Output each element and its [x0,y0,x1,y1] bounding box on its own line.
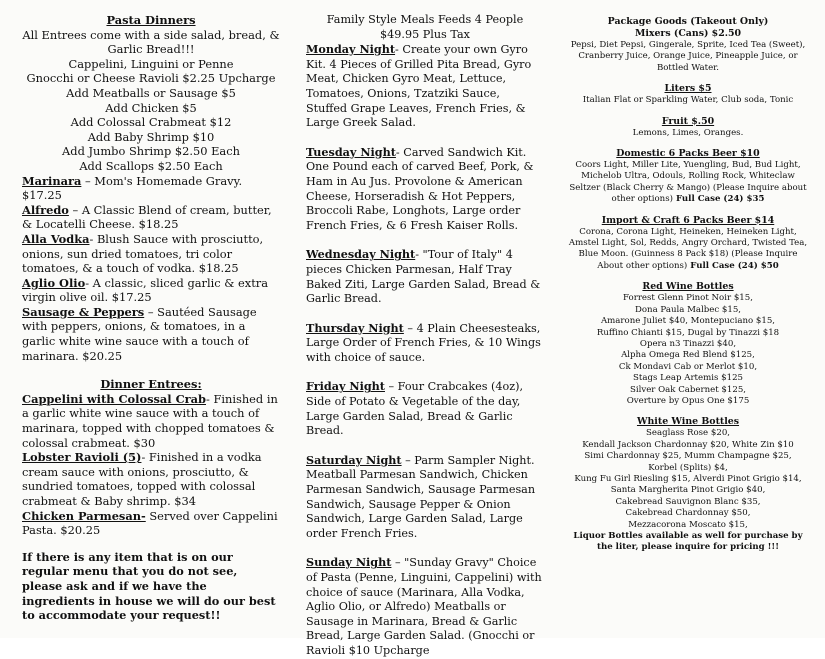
sauce-desc: - Blush Sauce with prosciutto, onions, sun dried tomatoes, tri color tomatoes, & a touch of vodka. $18.25 [22,231,264,276]
domestic-beer-list: Coors Light, Miller Lite, Yuengling, Bud, Bud Light, Michelob Ultra, Odouls, Rolling Rock, Whiteclaw Seltzer (Black Cherry & Mango) (Please Inquire about other options) [569,160,807,205]
night-name: Monday Night [306,42,396,57]
night-desc: – "Sunday Gravy" Choice of Pasta (Penne, Linguini, Cappelini) with choice of sauce (Marinara, Alla Vodka, Aglio Olio, or Alfredo) Meatballs or Sausage in Marinara, Bread & Garlic Bread, Large Garden Salad. (Gnocchi or Ravioli $10 Upcharge [306,556,542,657]
night-item [306,42,544,131]
import-full-case: Full Case (24) $50 [687,260,779,271]
red-wine-item: Dona Paula Malbec $15, [634,304,742,315]
white-wine-item: Kung Fu Girl Riesling $15, Alverdi Pinot Grigio $14, [574,473,802,484]
dinner-entrees-header: Dinner Entrees: [100,377,202,392]
liquor-note: Liquor Bottles available as well for purchase by the liter, please inquire for pricing !!! [573,531,803,553]
package-goods-column [568,16,808,554]
pasta-intro-line: Add Colossal Crabmeat $12 [70,115,232,130]
entree-desc: - Finished in a garlic white wine sauce with a touch of marinara, topped with chopped tomatoes & colossal crabmeat. $30 [22,391,278,450]
night-desc: – 4 Plain Cheesesteaks, Large Order of French Fries, & 10 Wings with choice of sauce. [306,321,541,364]
mixers-text: Pepsi, Diet Pepsi, Gingerale, Sprite, Iced Tea (Sweet), Cranberry Juice, Orange Juice, Pineapple Juice, or Bottled Water. [570,40,806,73]
night-item [306,555,544,658]
white-wine-item: Seaglass Rose $20, [645,428,731,439]
night-name: Sunday Night [306,555,392,570]
liters-text: Italian Flat or Sparkling Water, Club soda, Tonic [582,95,794,106]
night-item [306,145,544,234]
sauce-name: Marinara [22,173,82,188]
pasta-dinners-header: Pasta Dinners [106,13,196,27]
sauce-item [22,232,280,276]
import-beer-header: Import & Craft 6 Packs Beer $14 [601,214,775,226]
domestic-full-case: Full Case (24) $35 [672,194,765,205]
night-name: Tuesday Night [306,144,396,159]
white-wine-list [568,428,808,531]
sauce-desc: – Mom's Homemade Gravy. $17.25 [22,173,243,203]
sauce-item [22,203,280,232]
domestic-beer-header: Domestic 6 Packs Beer $10 [616,148,760,160]
night-desc: - "Tour of Italy" 4 pieces Chicken Parmesan, Half Tray Baked Ziti, Large Garden Salad, Bread & Garlic Bread. [306,248,541,306]
night-item [306,453,544,542]
closing-note: If there is any item that is on our regular menu that you do not see, please ask and if we have the ingredients in house we will do our best to accommodate your request!! [22,549,276,623]
night-name: Friday Night [306,379,385,394]
white-wine-item: Santa Margherita Pinot Grigio $40, [610,485,766,496]
pasta-column [22,13,280,623]
white-wine-item: Simi Chardonnay $25, Mumm Champagne $25, [584,451,792,462]
night-item [306,247,544,306]
entree-name: Chicken Parmesan- [22,508,146,523]
night-desc: – Parm Sampler Night. Meatball Parmesan Sandwich, Chicken Parmesan Sandwich, Sausage Parmesan Sandwich, Sausage Pepper & Onion Sandwich, Large Garden Salad, Large order French Fries. [306,453,536,540]
white-wine-item: Korbel (Splits) $4, [648,462,728,473]
red-wine-item: Alpha Omega Red Blend $125, [621,350,755,361]
pasta-intro-line: Gnocchi or Cheese Ravioli $2.25 Upcharge [26,71,276,86]
night-name: Saturday Night [306,452,402,467]
pasta-intro-line: Add Scallops $2.50 Each [79,158,223,173]
liters-header: Liters $5 [664,83,712,95]
white-wine-item: Cakebread Chardonnay $50, [625,508,751,519]
package-goods-header: Package Goods (Takeout Only) [607,16,769,27]
red-wine-item: Overture by Opus One $175 [626,395,750,406]
red-wine-item: Amarone Juliet $40, Montepuciano $15, [600,316,776,327]
red-wine-item: Opera n3 Tinazzi $40, [639,338,737,349]
night-item [306,379,544,438]
entree-name: Cappelini with Colossal Crab [22,391,206,406]
entree-list [22,392,280,538]
domestic-beer-text [568,160,808,206]
red-wine-item: Silver Oak Cabernet $125, [629,384,747,395]
sauce-name: Alla Vodka [22,231,90,246]
pasta-intro-line: Garlic Bread!!! [107,42,195,57]
sauce-desc: - A classic, sliced garlic & extra virgin olive oil. $17.25 [22,275,269,305]
red-wine-item: Ck Mondavi Cab or Merlot $10, [618,361,758,372]
pasta-intro-line: Add Meatballs or Sausage $5 [66,85,236,100]
fruit-text: Lemons, Limes, Oranges. [632,127,744,138]
entree-name: Lobster Ravioli (5) [22,450,142,465]
pasta-intro-line: Add Jumbo Shrimp $2.50 Each [62,144,240,159]
sauce-item [22,305,280,363]
pasta-intro-line: Add Baby Shrimp $10 [87,129,215,144]
red-wine-item: Ruffino Chianti $15, Dugal by Tinazzi $18 [596,327,780,338]
family-meals-title: Family Style Meals Feeds 4 People [326,13,524,26]
pasta-intro-line: All Entrees come with a side salad, bread, & [22,27,280,42]
pasta-intro [22,28,280,174]
fruit-header: Fruit $.50 [661,115,715,127]
import-beer-text [568,227,808,273]
sauce-list [22,174,280,364]
sauce-desc: – A Classic Blend of cream, butter, & Locatelli Cheese. $18.25 [22,202,272,232]
night-name: Wednesday Night [306,247,416,262]
red-wine-header: Red Wine Bottles [642,281,734,293]
red-wine-item: Forrest Glenn Pinot Noir $15, [623,293,753,304]
sauce-name: Aglio Olio [22,275,86,290]
entree-desc: - Finished in a vodka cream sauce with onions, prosciutto, & sundried tomatoes, topped with colossal crabmeat & Baby shrimp. $34 [22,450,262,508]
pasta-intro-line: Cappelini, Linguini or Penne [68,56,234,71]
night-name: Thursday Night [306,320,404,335]
entree-desc: Served over Cappelini Pasta. $20.25 [22,508,278,538]
sauce-desc: – Sautéed Sausage with peppers, onions, & tomatoes, in a garlic white wine sauce with a touch of marinara. $20.25 [22,304,257,363]
night-desc: - Create your own Gyro Kit. 4 Pieces of Grilled Pita Bread, Gyro Meat, Chicken Gyro Meat, Lettuce, Tomatoes, Onions, Tzatziki Sauce, Stuffed Grape Leaves, French Fries, & Large Greek Salad. [306,43,532,130]
import-beer-list: Corona, Corona Light, Heineken, Heineken Light, Amstel Light, Sol, Redds, Angry Orchard, Twisted Tea, Blue Moon. (Guinness 8 Pack $18) (Please Inquire About other options) [568,226,808,271]
entree-item [22,450,280,508]
family-meals-column [306,13,544,659]
night-item [306,321,544,366]
white-wine-item: Kendall Jackson Chardonnay $20, White Zin $10 [582,439,794,450]
sauce-name: Sausage & Peppers [22,304,145,319]
entree-item [22,509,280,538]
sauce-name: Alfredo [22,202,69,217]
family-meals-price: $49.95 Plus Tax [380,27,470,41]
red-wine-list [568,293,808,407]
pasta-intro-line: Add Chicken $5 [105,100,197,115]
entree-item [22,392,280,450]
sauce-item [22,276,280,305]
white-wine-item: Cakebread Sauvignon Blanc $35, [615,496,761,507]
white-wine-header: White Wine Bottles [636,416,740,428]
night-desc: - Carved Sandwich Kit. One Pound each of carved Beef, Pork, & Ham in Au Jus. Provolone & American Cheese, Horseradish & Hot Peppers, Broccoli Rabe, Longhots, Large order French Fries, & 6 Fresh Kaiser Rolls. [306,145,534,232]
sauce-item [22,174,280,203]
nights-list [306,42,544,658]
mixers-header: Mixers (Cans) $2.50 [634,28,742,39]
white-wine-item: Mezzacorona Moscato $15, [628,519,748,530]
red-wine-item: Stags Leap Artemis $125 [632,373,744,384]
night-desc: – Four Crabcakes (4oz), Side of Potato & Vegetable of the day, Large Garden Salad, Bread & Garlic Bread. [306,380,524,438]
